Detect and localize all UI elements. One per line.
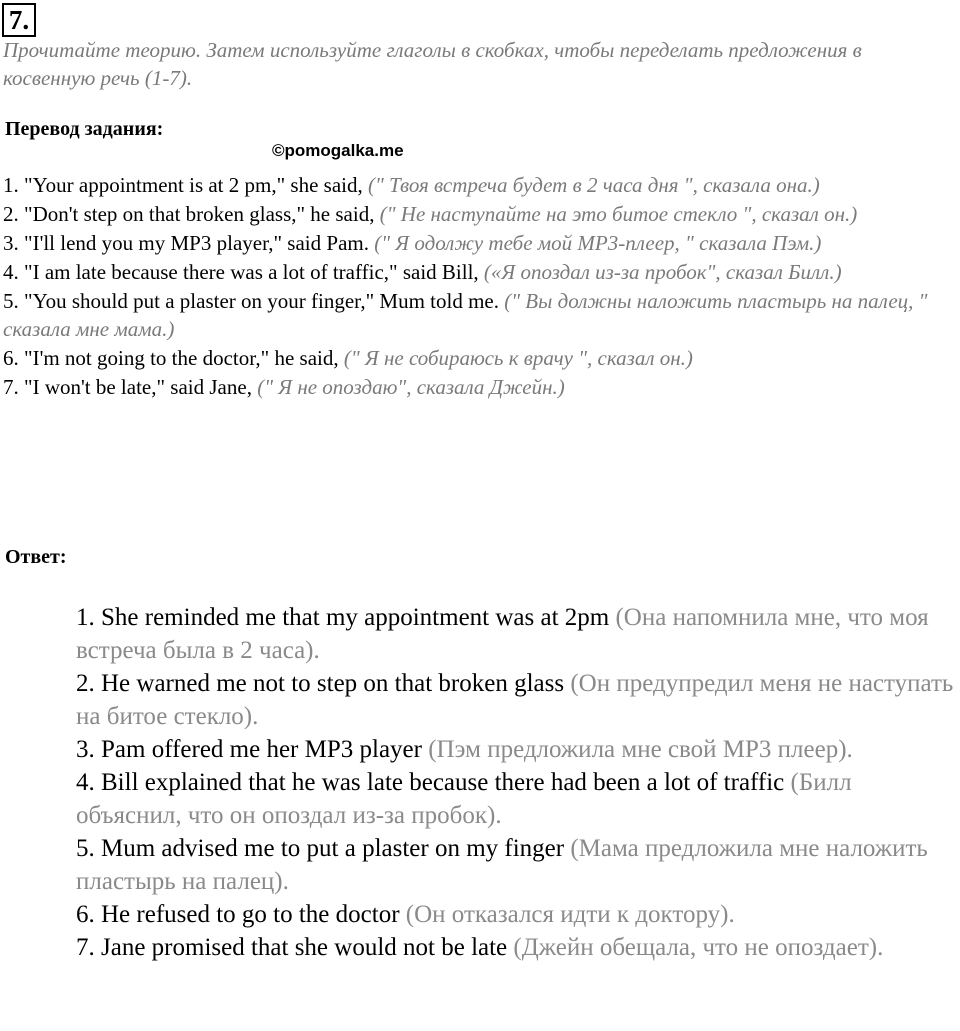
answer-english: 6. He refused to go to the doctor [76, 901, 406, 928]
task-item [3, 229, 960, 257]
task-russian: (" Я не опоздаю", сказала Джейн.) [257, 375, 565, 399]
task-english: 6. "I'm not going to the doctor," he said, [3, 346, 344, 370]
task-item [3, 258, 960, 286]
answer-english: 7. Jane promised that she would not be late [76, 934, 514, 961]
answer-item [76, 667, 960, 733]
answer-russian: (Пэм предложила мне свой MP3 плеер). [428, 736, 853, 763]
task-english: 5. "You should put a plaster on your finger," Mum told me. [3, 289, 505, 313]
answer-heading: Ответ: [5, 546, 67, 568]
task-russian: (" Вы должны наложить пластырь на палец, " сказала мне мама.) [3, 289, 928, 341]
instruction-text: Прочитайте теорию. Затем используйте глаголы в скобках, чтобы переделать предложения в косвенную речь (1-7). [3, 38, 862, 90]
answer-item [76, 766, 960, 832]
task-english: 4. "I am late because there was a lot of traffic," said Bill, [3, 260, 484, 284]
task-english: 1. "Your appointment is at 2 pm," she said, [3, 173, 368, 197]
answer-item [76, 733, 960, 766]
task-english: 2. "Don't step on that broken glass," he said, [3, 202, 380, 226]
watermark: ©pomogalka.me [272, 141, 404, 160]
task-russian: («Я опоздал из-за пробок", сказал Билл.) [483, 260, 842, 284]
task-english: 3. "I'll lend you my MP3 player," said Pam. [3, 231, 375, 255]
answer-russian: (Джейн обещала, что не опоздает). [513, 934, 884, 961]
answer-item [76, 601, 960, 667]
task-item [3, 171, 960, 199]
answer-russian: (Билл объяснил, что он опоздал из-за пробок). [76, 769, 852, 829]
task-item [3, 344, 960, 372]
task-item [3, 200, 960, 228]
task-translation-heading: Перевод задания: [5, 118, 164, 140]
task-item [3, 287, 960, 343]
answer-russian: (Он предупредил меня не наступать на битое стекло). [76, 670, 954, 730]
answer-english: 5. Mum advised me to put a plaster on my finger [76, 835, 571, 862]
task-english: 7. "I won't be late," said Jane, [3, 375, 258, 399]
task-russian: (" Твоя встреча будет в 2 часа дня ", сказала она.) [368, 173, 820, 197]
answer-russian: (Она напомнила мне, что моя встреча была в 2 часа). [76, 604, 929, 664]
task-russian: (" Я не собираюсь к врачу ", сказал он.) [343, 346, 693, 370]
answer-english: 1. She reminded me that my appointment was at 2pm [76, 604, 616, 631]
task-russian: (" Не наступайте на это битое стекло ", сказал он.) [379, 202, 858, 226]
answer-russian: (Он отказался идти к доктору). [405, 901, 735, 928]
exercise-number: 7. [2, 3, 36, 37]
answer-english: 3. Pam offered me her MP3 player [76, 736, 429, 763]
answer-item [76, 931, 960, 964]
answer-list [76, 601, 960, 964]
task-russian: (" Я одолжу тебе мой МР3-плеер, " сказала Пэм.) [374, 231, 822, 255]
task-list [3, 171, 960, 402]
answer-item [76, 898, 960, 931]
task-item [3, 373, 960, 401]
answer-english: 2. He warned me not to step on that broken glass [76, 670, 571, 697]
answer-english: 4. Bill explained that he was late because there had been a lot of traffic [76, 769, 791, 796]
answer-item [76, 832, 960, 898]
answer-russian: (Мама предложила мне наложить пластырь на палец). [76, 835, 928, 895]
